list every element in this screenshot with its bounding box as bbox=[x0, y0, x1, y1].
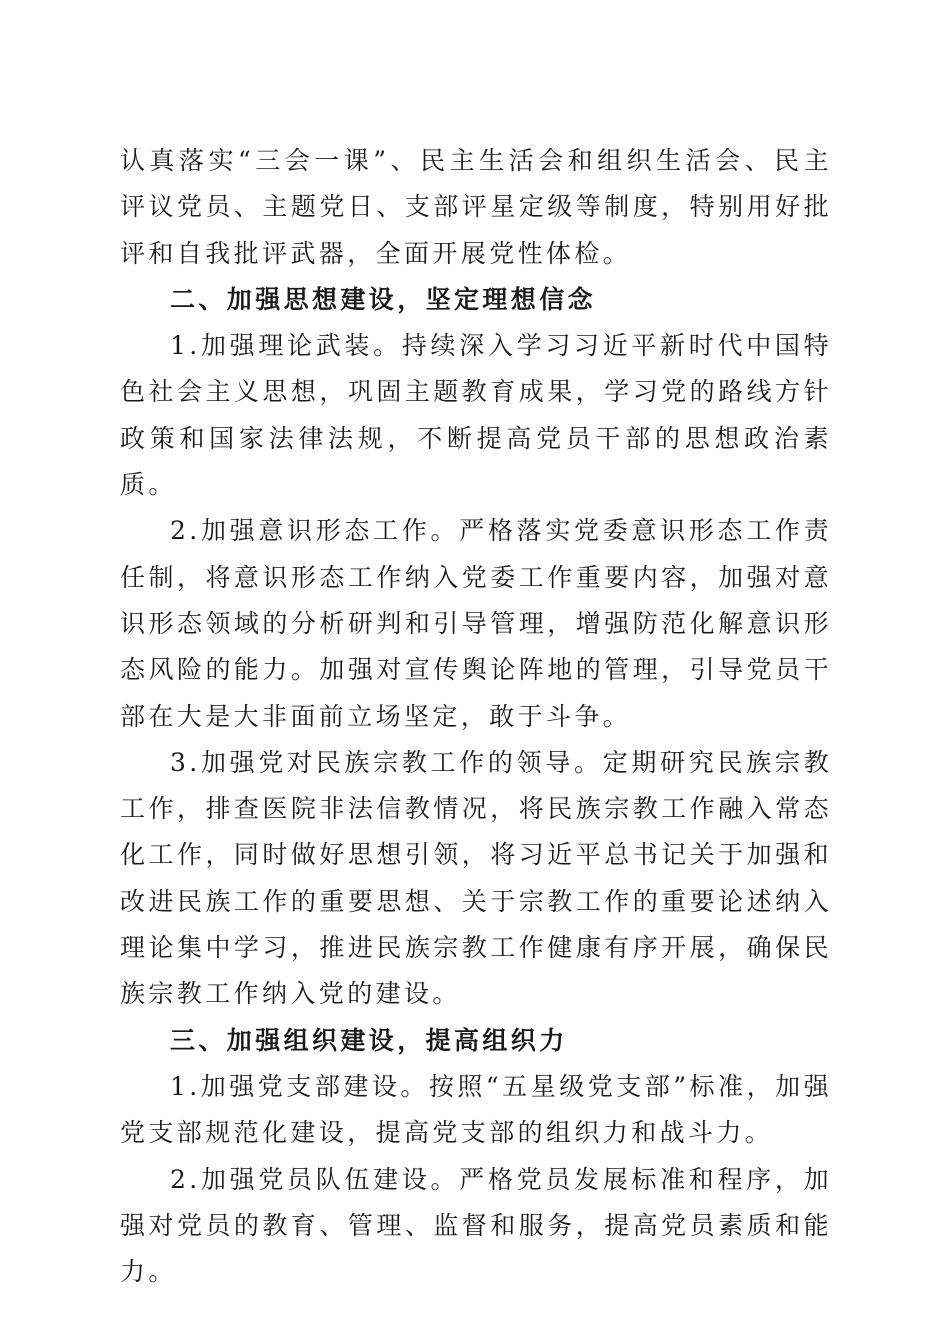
paragraph-branch-building: 1.加强党支部建设。按照“五星级党支部”标准，加强党支部规范化建设，提高党支部的组织力和战斗力。 bbox=[120, 1071, 832, 1148]
paragraph-theory: 1.加强理论武装。持续深入学习习近平新时代中国特色社会主义思想，巩固主题教育成果，学习党的路线方针政策和国家法律法规，不断提高党员干部的思想政治素质。 bbox=[120, 331, 832, 500]
paragraph-ideology: 2.加强意识形态工作。严格落实党委意识形态工作责任制，将意识形态工作纳入党委工作重要内容，加强对意识形态领域的分析研判和引导管理，增强防范化解意识形态风险的能力。加强对宣传舆论阵地的管理，引导党员干部在大是大非面前立场坚定，敢于斗争。 bbox=[120, 516, 832, 731]
paragraph-ethnic-religious: 3.加强党对民族宗教工作的领导。定期研究民族宗教工作，排查医院非法信教情况，将民族宗教工作融入常态化工作，同时做好思想引领，将习近平总书记关于加强和改进民族工作的重要思想、关于宗教工作的重要论述纳入理论集中学习，推进民族宗教工作健康有序开展，确保民族宗教工作纳入党的建设。 bbox=[120, 747, 832, 1009]
paragraph-continuation: 认真落实“三会一课”、民主生活会和组织生活会、民主评议党员、主题党日、支部评星定级等制度，特别用好批评和自我批评武器，全面开展党性体检。 bbox=[120, 146, 832, 268]
paragraph-member-building: 2.加强党员队伍建设。严格党员发展标准和程序，加强对党员的教育、管理、监督和服务，提高党员素质和能力。 bbox=[120, 1164, 832, 1287]
section-heading-2: 二、加强思想建设，坚定理想信念 bbox=[170, 284, 597, 314]
section-heading-3: 三、加强组织建设，提高组织力 bbox=[170, 1025, 568, 1055]
document-body bbox=[120, 138, 832, 1295]
